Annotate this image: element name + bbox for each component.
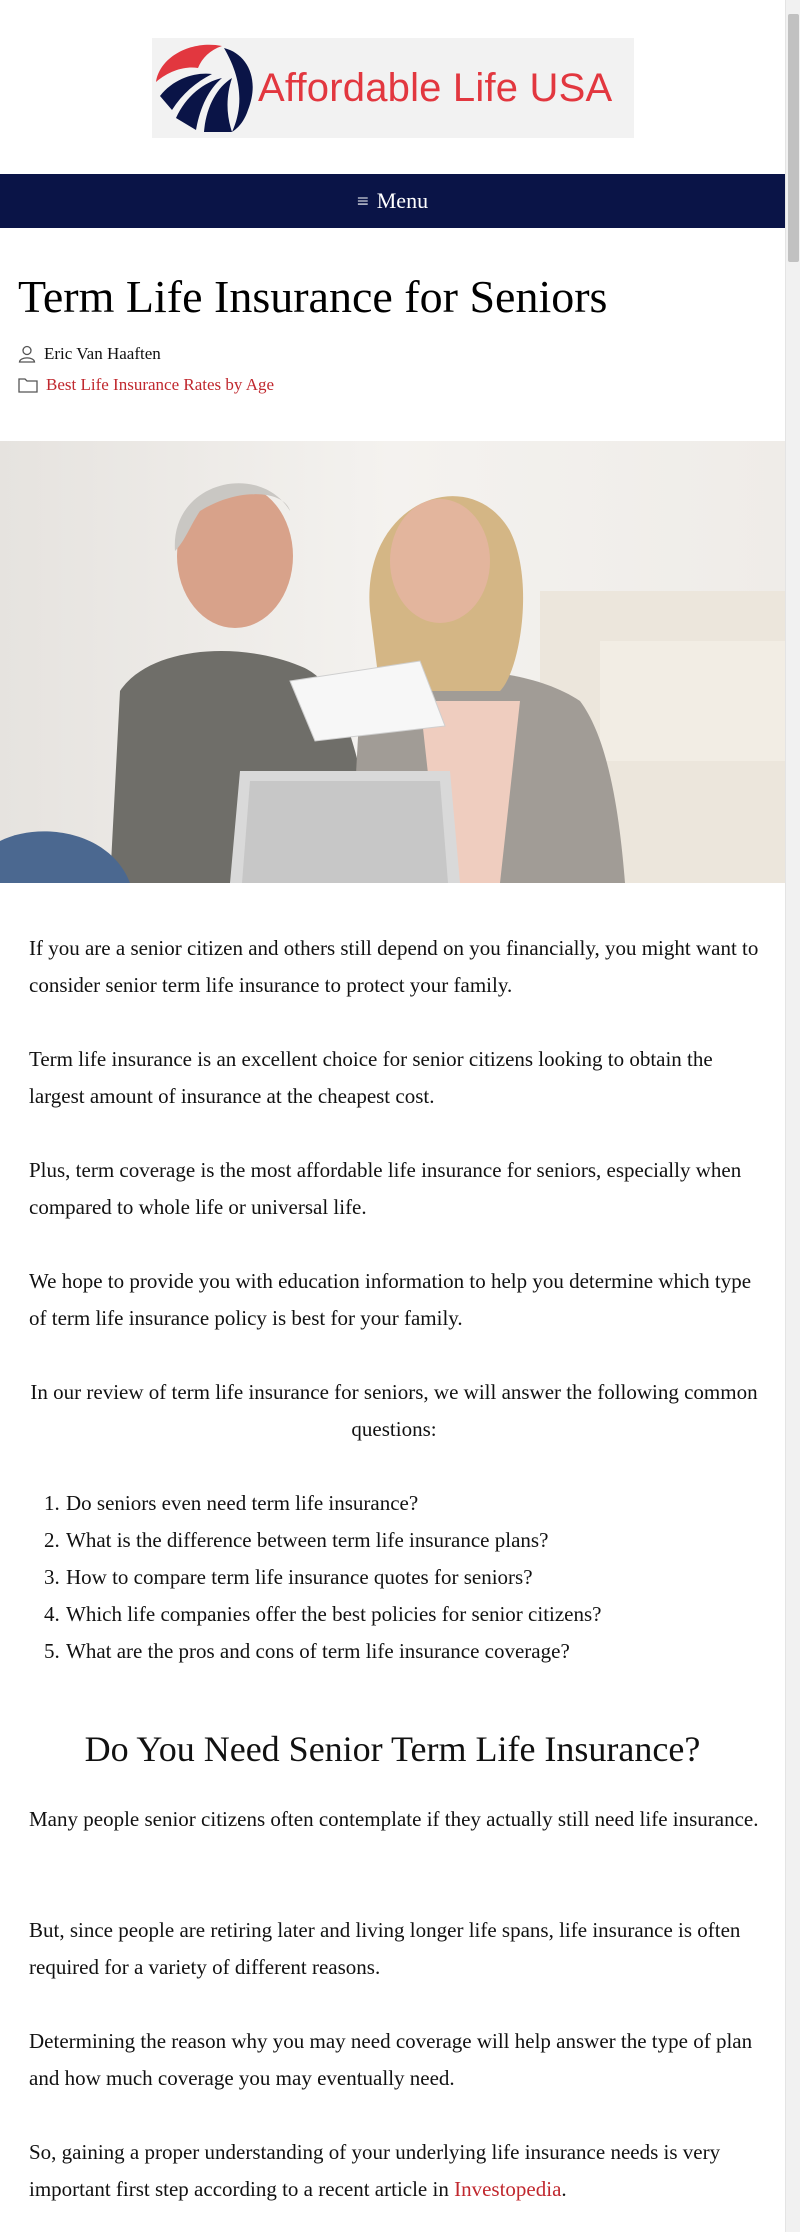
intro-paragraph-4: We hope to provide you with education information to help you determine which type of term life insurance policy is best for your family. bbox=[29, 1269, 752, 1330]
menu-toggle-button[interactable] bbox=[0, 174, 785, 228]
category-link[interactable]: Best Life Insurance Rates by Age bbox=[46, 375, 275, 394]
logo-text: Affordable Life USA bbox=[258, 66, 613, 110]
author-name[interactable]: Eric Van Haaften bbox=[44, 344, 161, 363]
list-item: 3. How to compare term life insurance quotes for seniors? bbox=[44, 1565, 533, 1589]
investopedia-link[interactable]: Investopedia bbox=[454, 2177, 562, 2201]
user-icon bbox=[18, 345, 36, 363]
questions-list bbox=[44, 1485, 602, 1670]
logo-emblem-icon bbox=[152, 38, 262, 138]
hamburger-icon: ≡ bbox=[356, 188, 369, 213]
list-item: 4. Which life companies offer the best policies for senior citizens? bbox=[44, 1602, 602, 1626]
intro-paragraph-1: If you are a senior citizen and others still depend on you financially, you might want to consider senior term life insurance to protect your family. bbox=[29, 936, 759, 997]
list-item: 1. Do seniors even need term life insurance? bbox=[44, 1491, 419, 1515]
section-paragraph-1: Many people senior citizens often contemplate if they actually still need life insurance. bbox=[29, 1807, 759, 1831]
intro-paragraph-3: Plus, term coverage is the most affordable life insurance for seniors, especially when compared to whole life or universal life. bbox=[29, 1158, 742, 1219]
site-logo[interactable] bbox=[152, 38, 634, 138]
intro-paragraph-2: Term life insurance is an excellent choice for senior citizens looking to obtain the largest amount of insurance at the cheapest cost. bbox=[29, 1047, 713, 1108]
page-title: Term Life Insurance for Seniors bbox=[18, 271, 608, 322]
hero-image bbox=[0, 441, 785, 883]
menu-label: Menu bbox=[376, 188, 429, 213]
folder-icon bbox=[18, 377, 38, 393]
senior-couple-photo bbox=[0, 441, 785, 883]
scrollbar-thumb[interactable] bbox=[788, 14, 799, 262]
list-item: 2. What is the difference between term life insurance plans? bbox=[44, 1528, 549, 1552]
section-paragraph-4: So, gaining a proper understanding of your underlying life insurance needs is very important first step according to a recent article in Investopedia. bbox=[29, 2140, 721, 2201]
author-byline bbox=[18, 344, 161, 364]
section-heading: Do You Need Senior Term Life Insurance? bbox=[84, 1729, 701, 1769]
section-paragraph-3: Determining the reason why you may need coverage will help answer the type of plan and how much coverage you may eventually need. bbox=[29, 2029, 753, 2090]
section-paragraph-2: But, since people are retiring later and living longer life spans, life insurance is often required for a variety of different reasons. bbox=[29, 1918, 741, 1979]
list-item: 5. What are the pros and cons of term life insurance coverage? bbox=[44, 1639, 570, 1663]
site-header bbox=[0, 0, 785, 174]
category-byline bbox=[18, 375, 274, 395]
questions-intro: In our review of term life insurance for seniors, we will answer the following common questions: bbox=[30, 1380, 758, 1441]
vertical-scrollbar[interactable] bbox=[785, 0, 800, 2232]
